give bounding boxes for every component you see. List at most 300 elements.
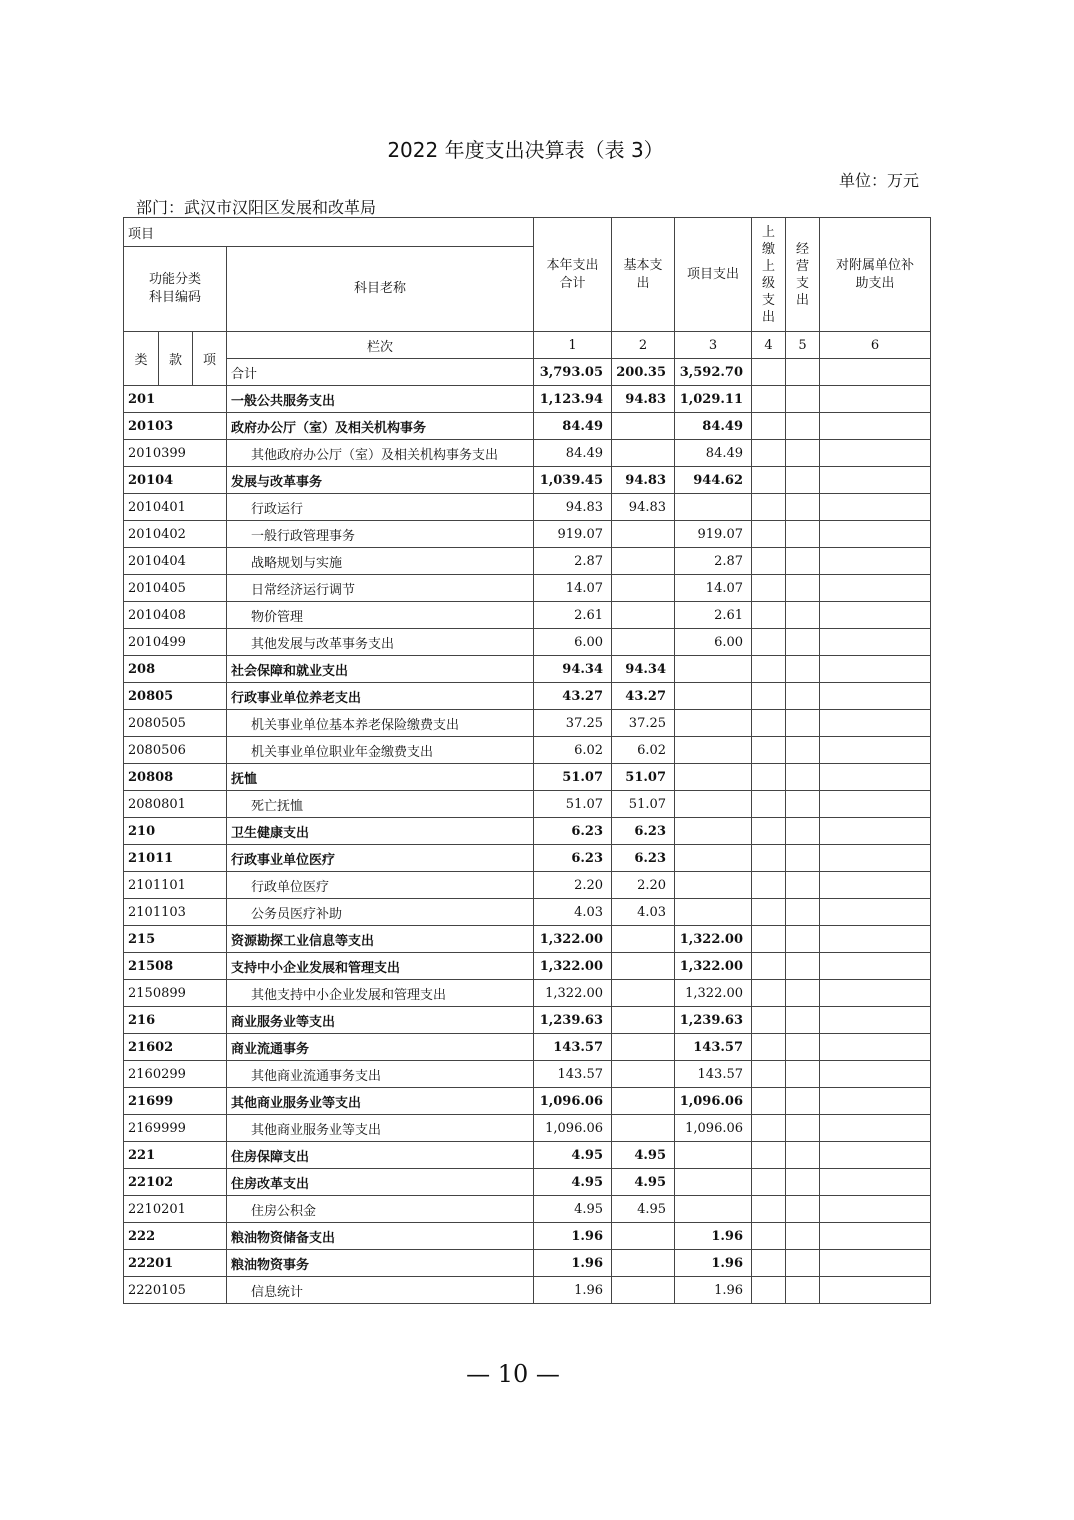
basic-expenditure-cell [612,1088,675,1115]
subject-name: 商业流通事务 [227,1034,534,1061]
total-expenditure-cell: 1,239.63 [534,1007,612,1034]
subsidy-cell [820,602,931,629]
subject-name: 资源勘探工业信息等支出 [227,926,534,953]
total-expenditure-cell: 6.23 [534,845,612,872]
operating-cell [786,845,820,872]
table-row [124,413,931,440]
operating-cell [786,1034,820,1061]
superior-remit-cell [752,1088,786,1115]
project-expenditure-cell: 2.61 [675,602,752,629]
header-xiang: 项 [193,332,227,386]
operating-cell [786,602,820,629]
basic-expenditure-cell: 4.95 [612,1169,675,1196]
operating-cell [786,737,820,764]
table-row [124,656,931,683]
subject-code: 2010499 [124,629,227,656]
subsidy-cell [820,467,931,494]
subsidy-cell [820,710,931,737]
total-expenditure-cell: 94.83 [534,494,612,521]
operating-cell [786,629,820,656]
project-expenditure-cell: 143.57 [675,1034,752,1061]
superior-remit-cell [752,791,786,818]
total-expenditure-cell: 1.96 [534,1223,612,1250]
subsidy-cell [820,980,931,1007]
project-expenditure-cell: 919.07 [675,521,752,548]
total-expenditure-cell: 84.49 [534,413,612,440]
operating-cell [786,1088,820,1115]
total-expenditure-cell: 43.27 [534,683,612,710]
subsidy-cell [820,818,931,845]
total-label: 合计 [227,359,534,386]
subject-code: 2010399 [124,440,227,467]
project-expenditure-cell: 1.96 [675,1223,752,1250]
table-row [124,764,931,791]
col-number: 1 [534,332,612,359]
basic-expenditure-cell: 6.02 [612,737,675,764]
basic-expenditure-cell [612,575,675,602]
project-expenditure-cell [675,1196,752,1223]
subsidy-cell [820,764,931,791]
table-row [124,1250,931,1277]
operating-cell [786,467,820,494]
subsidy-cell [820,575,931,602]
subject-code: 2080505 [124,710,227,737]
header-basic-expenditure: 基本支 出 [612,218,675,332]
subject-code: 20808 [124,764,227,791]
expenditure-table [123,217,931,1304]
table-row [124,1088,931,1115]
subject-code: 221 [124,1142,227,1169]
header-lei: 类 [124,332,159,386]
table-row [124,683,931,710]
operating-cell [786,1061,820,1088]
col-number: 3 [675,332,752,359]
subsidy-cell [820,953,931,980]
operating-cell [786,764,820,791]
basic-expenditure-cell [612,953,675,980]
superior-remit-cell [752,467,786,494]
subsidy-cell [820,1223,931,1250]
subsidy-cell [820,521,931,548]
operating-cell [786,1223,820,1250]
superior-remit-cell [752,1034,786,1061]
subject-name: 机关事业单位职业年金缴费支出 [227,737,534,764]
subject-code: 222 [124,1223,227,1250]
subsidy-cell [820,845,931,872]
total-expenditure-cell: 51.07 [534,791,612,818]
operating-cell [786,872,820,899]
basic-expenditure-cell [612,521,675,548]
operating-cell [786,683,820,710]
subsidy-cell [820,629,931,656]
superior-remit-cell [752,926,786,953]
project-expenditure-cell: 1.96 [675,1277,752,1304]
project-expenditure-cell [675,764,752,791]
basic-expenditure-cell [612,413,675,440]
basic-expenditure-cell [612,1250,675,1277]
project-expenditure-cell [675,845,752,872]
basic-expenditure-cell [612,440,675,467]
subject-name: 政府办公厅（室）及相关机构事务 [227,413,534,440]
subject-code: 20103 [124,413,227,440]
basic-expenditure-cell [612,1223,675,1250]
project-expenditure-cell: 1,096.06 [675,1088,752,1115]
superior-remit-cell [752,1250,786,1277]
basic-expenditure-cell: 6.23 [612,818,675,845]
subject-name: 其他政府办公厅（室）及相关机构事务支出 [227,440,534,467]
total-expenditure-cell: 4.95 [534,1196,612,1223]
table-row [124,1115,931,1142]
header-func-code: 功能分类 科目编码 [124,247,227,332]
total-expenditure-cell: 1,039.45 [534,467,612,494]
basic-expenditure-cell [612,1061,675,1088]
subject-code: 2010408 [124,602,227,629]
operating-cell [786,791,820,818]
subject-code: 201 [124,386,227,413]
subject-name: 住房改革支出 [227,1169,534,1196]
header-subject-name: 科目老称 [227,247,534,332]
subject-name: 机关事业单位基本养老保险缴费支出 [227,710,534,737]
header-kuan: 款 [159,332,193,386]
project-expenditure-cell [675,683,752,710]
superior-remit-cell [752,629,786,656]
subject-code: 2101103 [124,899,227,926]
superior-remit-cell [752,899,786,926]
table-row [124,1007,931,1034]
table-row [124,710,931,737]
subject-name: 粮油物资储备支出 [227,1223,534,1250]
total-expenditure-cell: 919.07 [534,521,612,548]
superior-remit-cell [752,1277,786,1304]
subsidy-cell [820,1115,931,1142]
project-expenditure-cell [675,1142,752,1169]
total-expenditure-cell: 14.07 [534,575,612,602]
operating-cell [786,1196,820,1223]
subject-code: 2010405 [124,575,227,602]
subject-name: 其他商业流通事务支出 [227,1061,534,1088]
superior-remit-cell [752,575,786,602]
subject-code: 2101101 [124,872,227,899]
table-row [124,1142,931,1169]
subject-code: 216 [124,1007,227,1034]
project-expenditure-cell: 84.49 [675,440,752,467]
project-expenditure-cell: 944.62 [675,467,752,494]
superior-remit-cell [752,1223,786,1250]
basic-expenditure-cell [612,1007,675,1034]
subject-name: 其他商业服务业等支出 [227,1088,534,1115]
page-title: 2022 年度支出决算表（表 3） [387,138,664,162]
total-expenditure-cell: 6.00 [534,629,612,656]
subsidy-cell [820,926,931,953]
subject-code: 2080801 [124,791,227,818]
superior-remit-cell [752,521,786,548]
basic-expenditure-cell: 4.95 [612,1196,675,1223]
subject-name: 住房保障支出 [227,1142,534,1169]
operating-cell [786,521,820,548]
subject-code: 22102 [124,1169,227,1196]
subject-code: 2010402 [124,521,227,548]
subject-code: 2080506 [124,737,227,764]
subject-code: 21011 [124,845,227,872]
table-row [124,791,931,818]
superior-remit-cell [752,1169,786,1196]
basic-expenditure-cell [612,980,675,1007]
subject-name: 抚恤 [227,764,534,791]
total-expenditure-cell: 4.95 [534,1169,612,1196]
total-expenditure-cell: 2.20 [534,872,612,899]
operating-cell [786,494,820,521]
superior-remit-cell [752,845,786,872]
subject-code: 2169999 [124,1115,227,1142]
superior-remit-cell [752,413,786,440]
table-row [124,548,931,575]
operating-cell [786,1115,820,1142]
subject-code: 20805 [124,683,227,710]
project-expenditure-cell: 2.87 [675,548,752,575]
operating-cell [786,440,820,467]
subject-code: 2210201 [124,1196,227,1223]
superior-remit-cell [752,494,786,521]
project-expenditure-cell: 1,322.00 [675,980,752,1007]
basic-expenditure-cell: 94.34 [612,656,675,683]
project-expenditure-cell: 143.57 [675,1061,752,1088]
operating-cell [786,656,820,683]
subject-name: 行政运行 [227,494,534,521]
subject-name: 信息统计 [227,1277,534,1304]
superior-remit-cell [752,764,786,791]
operating-cell [786,926,820,953]
superior-remit-cell [752,953,786,980]
operating-cell [786,575,820,602]
table-row [124,1196,931,1223]
operating-cell [786,413,820,440]
table-row [124,629,931,656]
superior-remit-cell [752,548,786,575]
superior-remit-cell [752,737,786,764]
table-row [124,737,931,764]
subject-name: 物价管理 [227,602,534,629]
subject-name: 死亡抚恤 [227,791,534,818]
subject-name: 卫生健康支出 [227,818,534,845]
operating-cell [786,1277,820,1304]
superior-remit-cell [752,1061,786,1088]
subsidy-cell [820,1088,931,1115]
project-expenditure-cell [675,818,752,845]
operating-cell [786,980,820,1007]
basic-expenditure-cell [612,602,675,629]
table-row [124,440,931,467]
superior-remit-cell [752,440,786,467]
operating-cell [786,1169,820,1196]
basic-expenditure-cell: 51.07 [612,764,675,791]
project-expenditure-cell: 1,029.11 [675,386,752,413]
subsidy-cell [820,656,931,683]
basic-expenditure-cell: 6.23 [612,845,675,872]
total-expenditure-cell: 2.87 [534,548,612,575]
subsidy-cell [820,1277,931,1304]
basic-expenditure-cell: 4.95 [612,1142,675,1169]
operating-cell [786,1250,820,1277]
subsidy-cell [820,548,931,575]
project-expenditure-cell: 1,239.63 [675,1007,752,1034]
basic-expenditure-cell: 51.07 [612,791,675,818]
project-expenditure-cell: 1,322.00 [675,953,752,980]
subsidy-cell [820,386,931,413]
total-expenditure-cell: 4.03 [534,899,612,926]
project-expenditure-cell [675,899,752,926]
col-number: 5 [786,332,820,359]
subject-code: 2160299 [124,1061,227,1088]
operating-cell [786,386,820,413]
subject-code: 2150899 [124,980,227,1007]
subject-code: 2220105 [124,1277,227,1304]
project-expenditure-cell [675,872,752,899]
total-expenditure-cell: 6.23 [534,818,612,845]
subsidy-cell [820,899,931,926]
project-expenditure-cell: 84.49 [675,413,752,440]
operating-cell [786,710,820,737]
operating-cell [786,1007,820,1034]
subject-code: 2010404 [124,548,227,575]
project-expenditure-cell [675,1169,752,1196]
subject-name: 行政单位医疗 [227,872,534,899]
col-number: 6 [820,332,931,359]
subject-name: 一般公共服务支出 [227,386,534,413]
operating-cell [786,953,820,980]
subject-name: 其他商业服务业等支出 [227,1115,534,1142]
total-expenditure-cell: 1,322.00 [534,926,612,953]
subject-name: 商业服务业等支出 [227,1007,534,1034]
subject-name: 行政事业单位医疗 [227,845,534,872]
subject-name: 日常经济运行调节 [227,575,534,602]
superior-remit-cell [752,683,786,710]
subsidy-cell [820,1034,931,1061]
table-row [124,521,931,548]
total-expenditure-cell: 6.02 [534,737,612,764]
table-row [124,899,931,926]
subject-name: 战略规划与实施 [227,548,534,575]
table-row [124,980,931,1007]
header-subsidy: 对附属单位补 助支出 [820,218,931,332]
subsidy-cell [820,791,931,818]
subsidy-cell [820,1007,931,1034]
total-c3: 3,592.70 [675,359,752,386]
subject-code: 21699 [124,1088,227,1115]
subject-name: 一般行政管理事务 [227,521,534,548]
header-project-expenditure: 项目支出 [675,218,752,332]
operating-cell [786,1142,820,1169]
subsidy-cell [820,1196,931,1223]
subject-name: 住房公积金 [227,1196,534,1223]
subsidy-cell [820,737,931,764]
basic-expenditure-cell [612,926,675,953]
subsidy-cell [820,1169,931,1196]
subject-name: 粮油物资事务 [227,1250,534,1277]
superior-remit-cell [752,980,786,1007]
table-row [124,1061,931,1088]
header-total-expenditure: 本年支出 合计 [534,218,612,332]
col-number: 2 [612,332,675,359]
basic-expenditure-cell [612,1034,675,1061]
subject-name: 行政事业单位养老支出 [227,683,534,710]
header-lanci: 栏次 [227,332,534,359]
basic-expenditure-cell [612,1115,675,1142]
superior-remit-cell [752,602,786,629]
header-xiangmu: 项目 [124,218,534,247]
unit-label: 单位：万元 [838,171,919,190]
table-row [124,953,931,980]
basic-expenditure-cell [612,548,675,575]
basic-expenditure-cell: 4.03 [612,899,675,926]
subsidy-cell [820,494,931,521]
project-expenditure-cell [675,494,752,521]
project-expenditure-cell: 1,096.06 [675,1115,752,1142]
operating-cell [786,818,820,845]
header-operating: 经 营 支 出 [786,218,820,332]
basic-expenditure-cell [612,1277,675,1304]
superior-remit-cell [752,1115,786,1142]
table-row [124,1034,931,1061]
total-expenditure-cell: 143.57 [534,1061,612,1088]
table-row [124,1277,931,1304]
project-expenditure-cell: 1.96 [675,1250,752,1277]
table-row [124,818,931,845]
subsidy-cell [820,1250,931,1277]
table-row [124,575,931,602]
total-expenditure-cell: 1.96 [534,1277,612,1304]
table-row [124,926,931,953]
total-expenditure-cell: 1,123.94 [534,386,612,413]
basic-expenditure-cell: 94.83 [612,467,675,494]
subject-name: 发展与改革事务 [227,467,534,494]
subsidy-cell [820,413,931,440]
subject-name: 公务员医疗补助 [227,899,534,926]
subsidy-cell [820,1061,931,1088]
subject-code: 210 [124,818,227,845]
total-expenditure-cell: 1.96 [534,1250,612,1277]
superior-remit-cell [752,1142,786,1169]
project-expenditure-cell [675,710,752,737]
table-row [124,467,931,494]
project-expenditure-cell: 1,322.00 [675,926,752,953]
superior-remit-cell [752,386,786,413]
total-expenditure-cell: 4.95 [534,1142,612,1169]
subject-code: 20104 [124,467,227,494]
subsidy-cell [820,440,931,467]
department-label: 部门：武汉市汉阳区发展和改革局 [136,198,377,217]
superior-remit-cell [752,872,786,899]
basic-expenditure-cell: 43.27 [612,683,675,710]
table-row [124,386,931,413]
total-expenditure-cell: 2.61 [534,602,612,629]
col-number: 4 [752,332,786,359]
subsidy-cell [820,872,931,899]
subsidy-cell [820,1142,931,1169]
operating-cell [786,899,820,926]
project-expenditure-cell [675,791,752,818]
total-expenditure-cell: 143.57 [534,1034,612,1061]
subject-name: 其他发展与改革事务支出 [227,629,534,656]
project-expenditure-cell [675,737,752,764]
basic-expenditure-cell [612,629,675,656]
superior-remit-cell [752,1007,786,1034]
table-row [124,1169,931,1196]
superior-remit-cell [752,656,786,683]
subject-code: 21602 [124,1034,227,1061]
subject-code: 22201 [124,1250,227,1277]
subject-code: 208 [124,656,227,683]
page-number: — 10 — [466,1360,560,1388]
